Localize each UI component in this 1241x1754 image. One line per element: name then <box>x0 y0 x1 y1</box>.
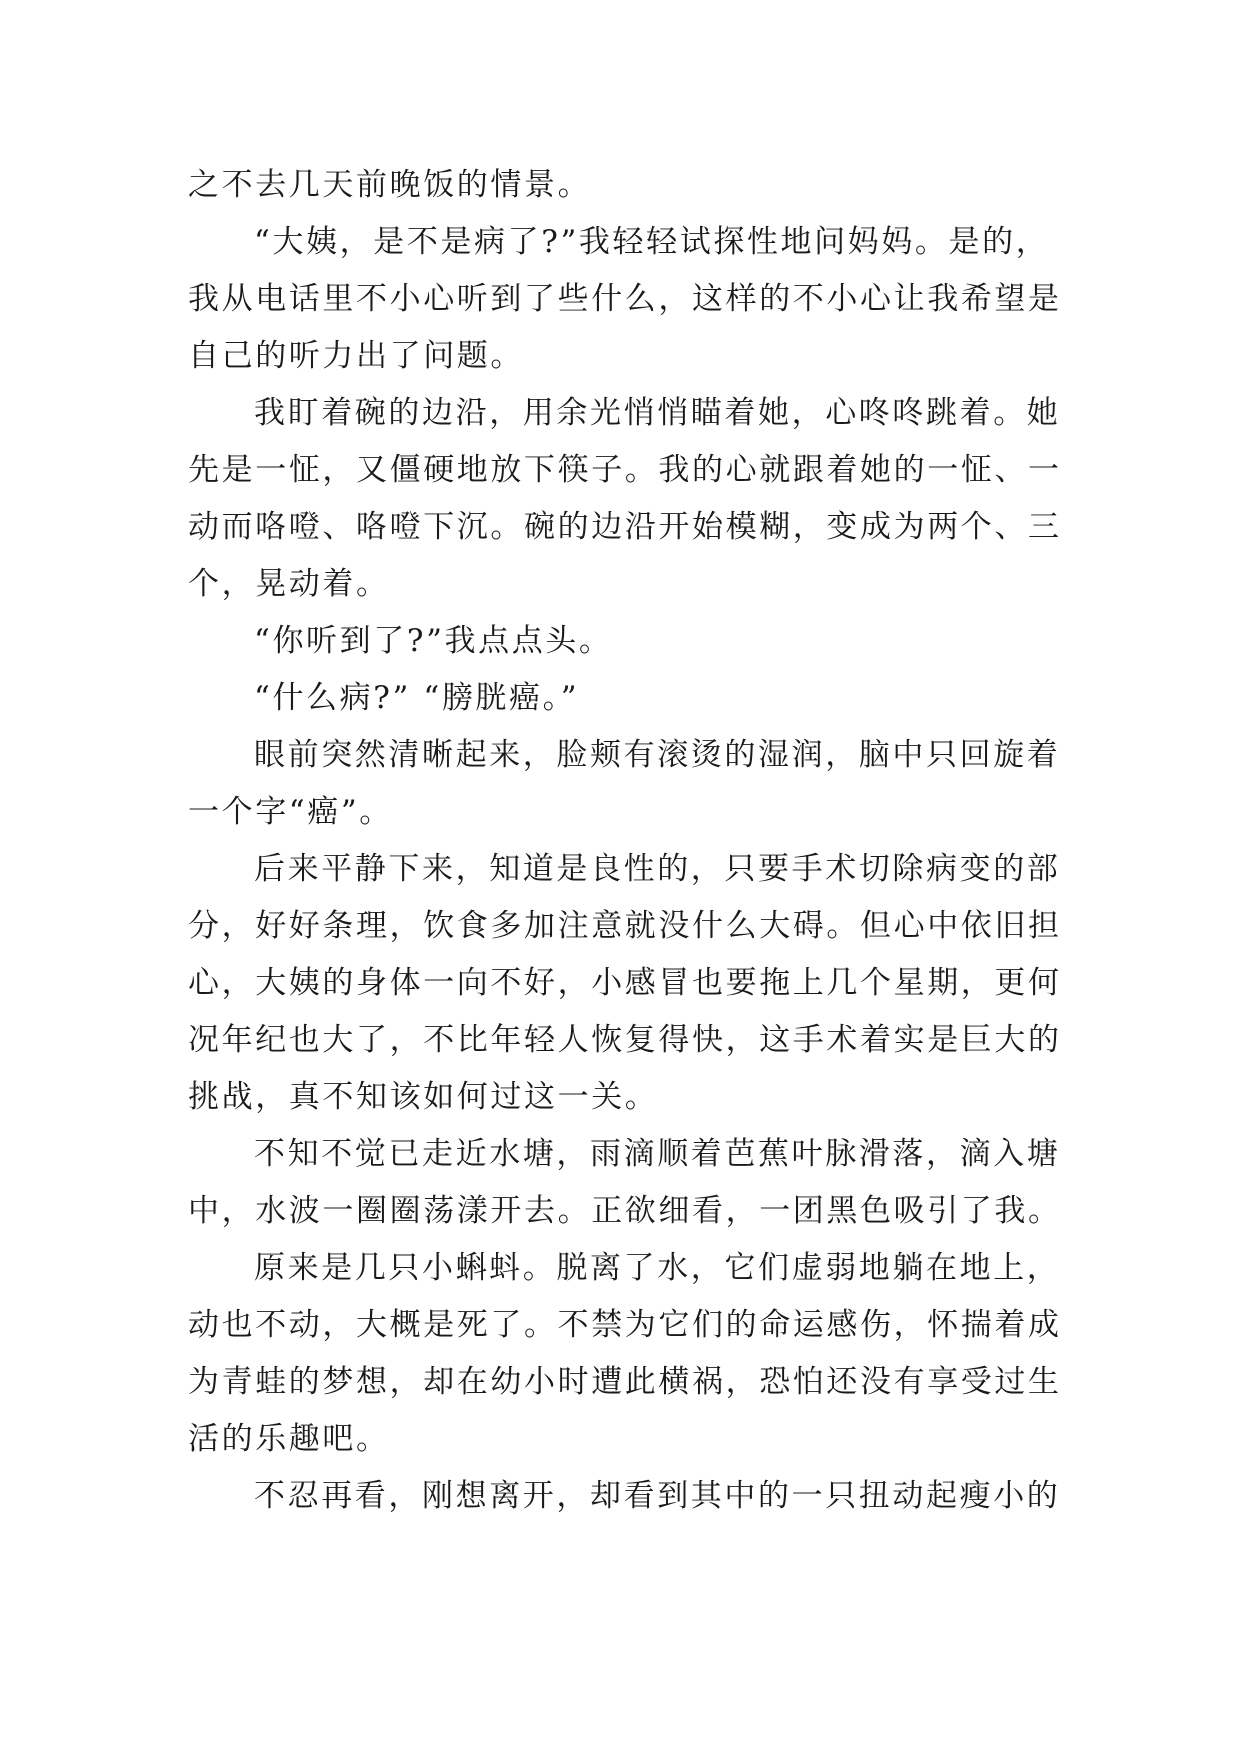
text-line: 中，水波一圈圈荡漾开去。正欲细看，一团黑色吸引了我。 <box>188 1193 1062 1229</box>
paragraph <box>188 1468 1060 1525</box>
body-text <box>188 157 1060 1525</box>
paragraph <box>188 385 1060 613</box>
paragraph <box>188 670 1060 727</box>
text-line: 后来平静下来，知道是良性的，只要手术切除病变的部 <box>254 851 1061 887</box>
text-line: 个，晃动着。 <box>188 566 390 602</box>
text-line: 先是一怔，又僵硬地放下筷子。我的心就跟着她的一怔、一 <box>188 452 1062 488</box>
text-line: 我从电话里不小心听到了些什么，这样的不小心让我希望是 <box>188 281 1062 317</box>
paragraph <box>188 157 1060 214</box>
text-line: “你听到了?”我点点头。 <box>254 623 613 659</box>
text-line: 活的乐趣吧。 <box>188 1421 390 1457</box>
text-line: 为青蛙的梦想，却在幼小时遭此横祸，恐怕还没有享受过生 <box>188 1364 1062 1400</box>
paragraph <box>188 613 1060 670</box>
text-line: 一个字“癌”。 <box>188 794 393 830</box>
text-line: 心，大姨的身体一向不好，小感冒也要拖上几个星期，更何 <box>188 965 1062 1001</box>
paragraph <box>188 1126 1060 1240</box>
paragraph <box>188 214 1060 385</box>
text-line: 自己的听力出了问题。 <box>188 338 524 374</box>
text-line: 之不去几天前晚饭的情景。 <box>188 167 592 203</box>
text-line: 挑战，真不知该如何过这一关。 <box>188 1079 659 1115</box>
text-line: 况年纪也大了，不比年轻人恢复得快，这手术着实是巨大的 <box>188 1022 1062 1058</box>
text-line: “什么病?” “膀胱癌。” <box>254 680 580 716</box>
text-line: 动也不动，大概是死了。不禁为它们的命运感伤，怀揣着成 <box>188 1307 1062 1343</box>
text-line: 眼前突然清晰起来，脸颊有滚烫的湿润，脑中只回旋着 <box>254 737 1061 773</box>
text-line: 我盯着碗的边沿，用余光悄悄瞄着她，心咚咚跳着。她 <box>254 395 1061 431</box>
text-line: 分，好好条理，饮食多加注意就没什么大碍。但心中依旧担 <box>188 908 1062 944</box>
text-line: 不知不觉已走近水塘，雨滴顺着芭蕉叶脉滑落，滴入塘 <box>254 1136 1061 1172</box>
text-line: “大姨，是不是病了?”我轻轻试探性地问妈妈。是的， <box>254 224 1050 260</box>
text-line: 原来是几只小蝌蚪。脱离了水，它们虚弱地躺在地上， <box>254 1250 1061 1286</box>
text-line: 动而咯噔、咯噔下沉。碗的边沿开始模糊，变成为两个、三 <box>188 509 1062 545</box>
text-line: 不忍再看，刚想离开，却看到其中的一只扭动起瘦小的 <box>254 1478 1061 1514</box>
paragraph <box>188 727 1060 841</box>
paragraph <box>188 1240 1060 1468</box>
paragraph <box>188 841 1060 1126</box>
